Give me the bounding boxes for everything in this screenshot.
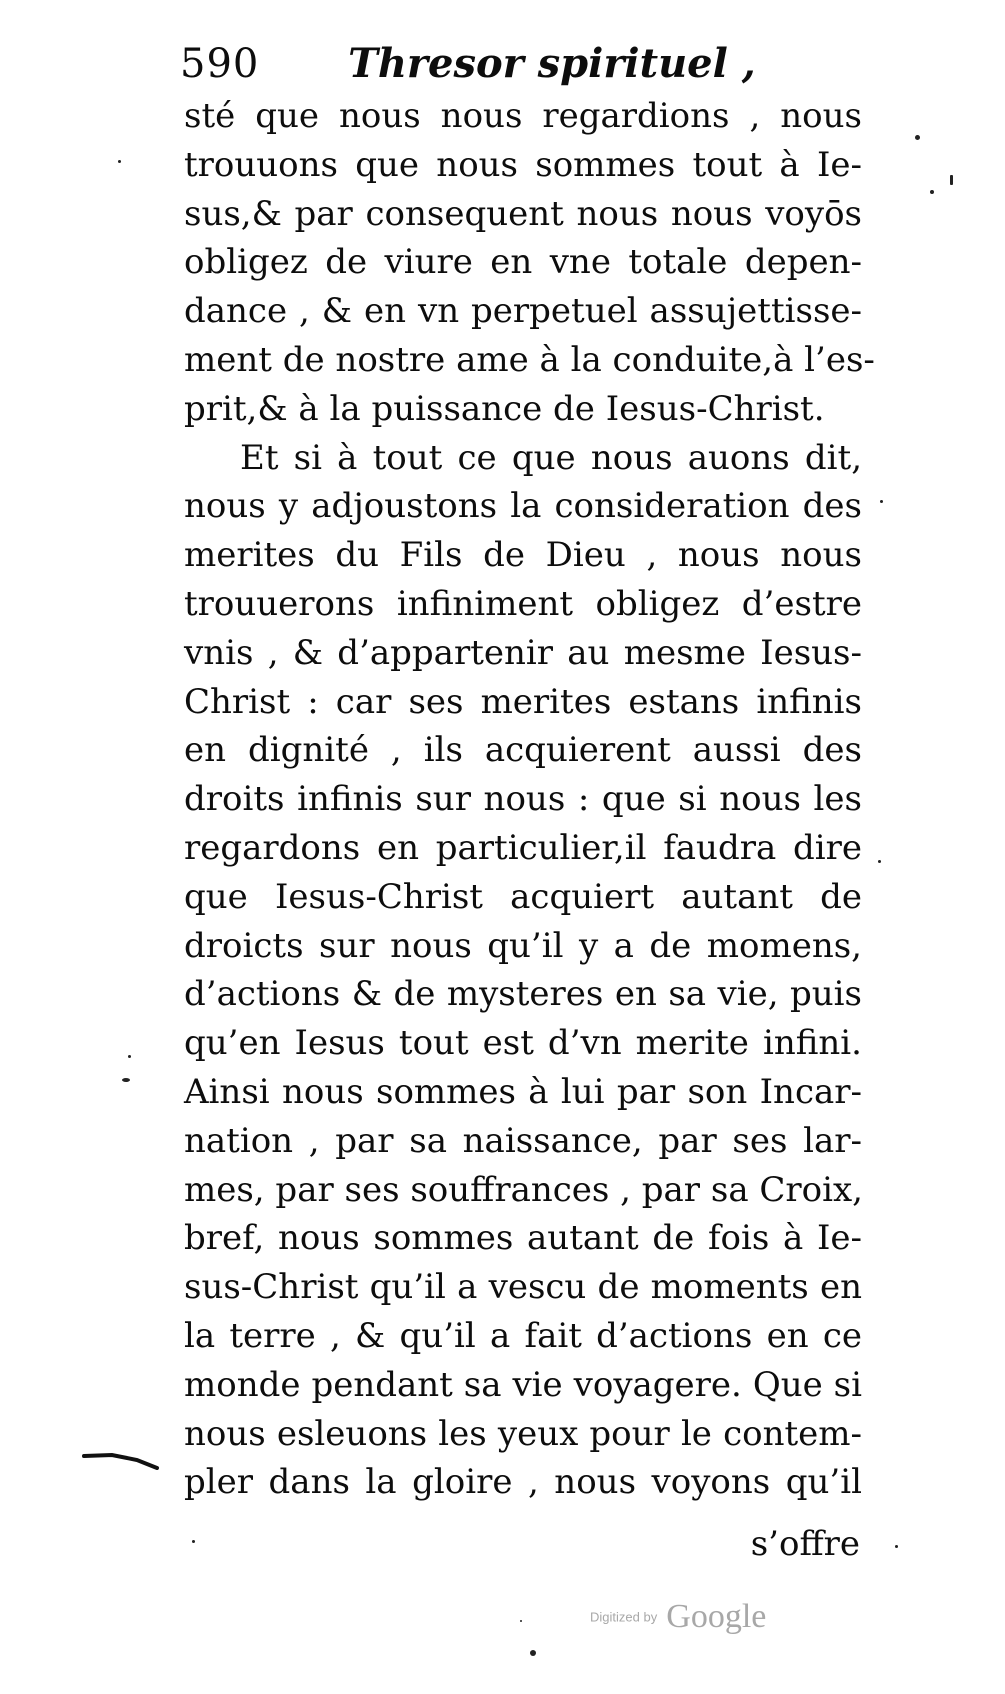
text-line: prit,& à la puissance de Iesus-Christ. — [184, 388, 825, 429]
text-line: mes, par ses souffrances , par sa Croix, — [184, 1169, 863, 1210]
text-line: qu’en Iesus tout est d’vn merite infini. — [184, 1023, 862, 1064]
page-number: 590 — [180, 41, 260, 87]
scan-speck — [915, 135, 920, 140]
paragraph-first-line: Et si à tout ce que nous auons dit, — [240, 437, 862, 478]
scan-speck — [880, 500, 883, 503]
text-line: trouuons que nous sommes tout à Ie- — [184, 144, 862, 185]
text-line: pler dans la gloire , nous voyons qu’il — [184, 1462, 862, 1503]
text-line: nous esleuons les yeux pour le contem- — [184, 1413, 862, 1454]
scan-speck — [520, 1620, 522, 1622]
text-line: droicts sur nous qu’il y a de momens, — [184, 925, 862, 966]
text-line: Ainsi nous sommes à lui par son Incar- — [184, 1071, 862, 1112]
digitized-watermark — [590, 1598, 810, 1648]
text-line: nous y adjoustons la consideration des — [184, 486, 862, 527]
scan-speck — [930, 190, 934, 194]
google-logo: Google — [666, 1598, 767, 1635]
scan-speck — [192, 1540, 195, 1543]
text-line: monde pendant sa vie voyagere. Que si — [184, 1364, 862, 1405]
catchword: s’offre — [750, 1524, 860, 1564]
running-head — [180, 34, 756, 94]
ink-stroke-mark — [82, 1450, 162, 1470]
body-text — [184, 92, 875, 1507]
scan-speck — [118, 160, 121, 163]
scan-speck — [530, 1650, 536, 1656]
scan-speck — [895, 1545, 898, 1548]
text-line: la terre , & qu’il a fait d’actions en ce — [184, 1315, 862, 1356]
text-line: nation , par sa naissance, par ses lar- — [184, 1120, 862, 1161]
text-line: merites du Fils de Dieu , nous nous — [184, 535, 862, 576]
scan-speck — [950, 175, 953, 185]
text-line: en dignité , ils acquierent aussi des — [184, 730, 862, 771]
text-line: ment de nostre ame à la conduite,à l’es- — [184, 339, 875, 380]
text-line: sus,& par consequent nous nous voyōs — [184, 193, 862, 234]
text-line: d’actions & de mysteres en sa vie, puis — [184, 974, 862, 1015]
text-line: Christ : car ses merites estans infinis — [184, 681, 862, 722]
watermark-prefix: Digitized by — [590, 1609, 658, 1625]
text-line: sté que nous nous regardions , nous — [184, 96, 862, 136]
text-line: droits infinis sur nous : que si nous les — [184, 779, 862, 820]
text-line: dance , & en vn perpetuel assujettisse- — [184, 291, 862, 332]
text-line: sus-Christ qu’il a vescu de moments en — [184, 1267, 862, 1308]
text-line: que Iesus-Christ acquiert autant de — [184, 876, 862, 917]
scan-speck — [878, 860, 881, 863]
text-line: vnis , & d’appartenir au mesme Iesus- — [184, 632, 862, 673]
text-line: obligez de viure en vne totale depen- — [184, 242, 862, 283]
text-line: trouuerons infiniment obligez d’estre — [184, 583, 862, 624]
scan-speck — [128, 1055, 131, 1058]
scan-speck — [122, 1078, 130, 1082]
text-line: regardons en particulier,il faudra dire — [184, 827, 862, 868]
running-title: Thresor spirituel , — [348, 40, 756, 87]
text-line: bref, nous sommes autant de fois à Ie- — [184, 1218, 862, 1259]
